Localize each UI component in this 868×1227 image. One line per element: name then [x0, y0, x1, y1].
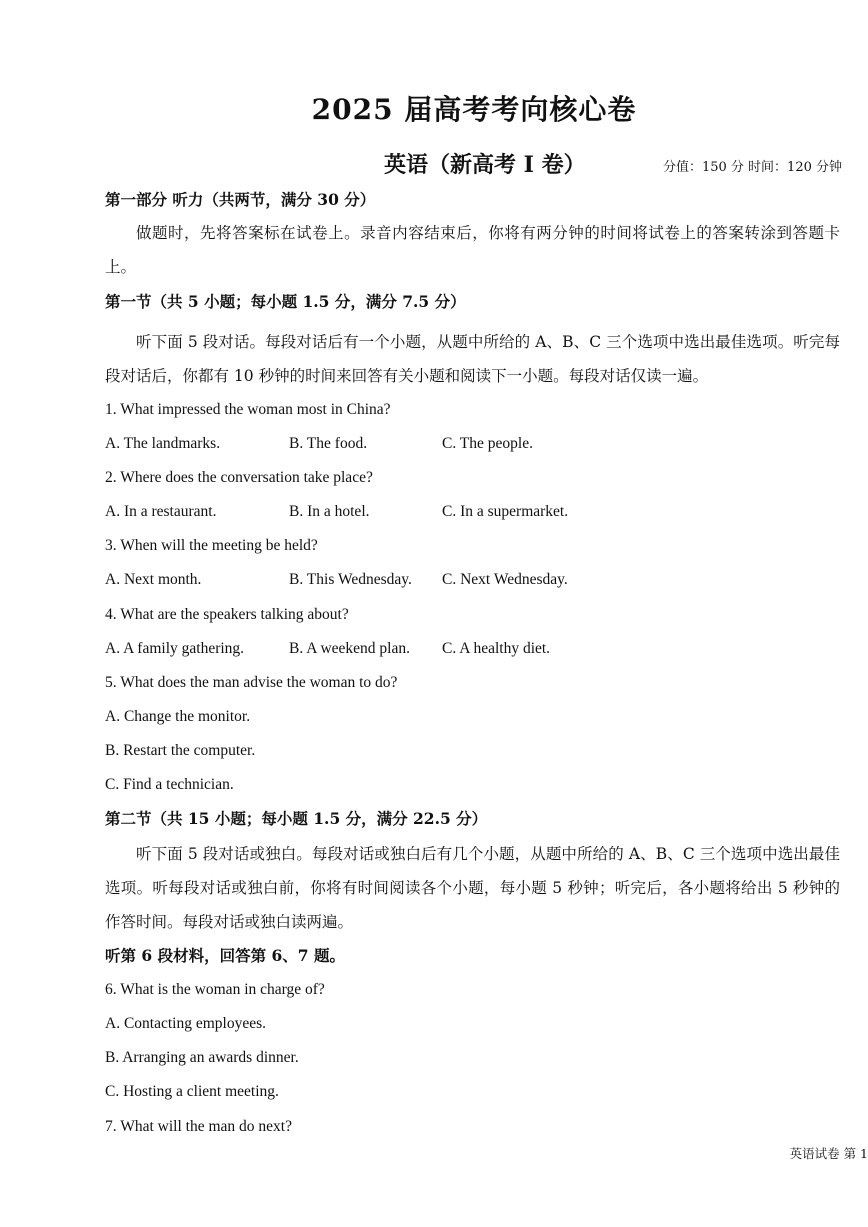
section2-instructions: 听下面 5 段对话或独白。每段对话或独白后有几个小题，从题中所给的 A、B、C 三个选项中选出最佳选项。听每段对话或独白前，你将有时间阅读各个小题，每小题 5 秒钟；听完后，各小题将给出 5 秒钟的作答时间。每段对话或独白读两遍。: [105, 845, 840, 931]
question-stem: 3. When will the meeting be held?: [105, 537, 318, 554]
option-c: C. In a supermarket.: [442, 503, 569, 520]
option-b: B. A weekend plan.: [289, 640, 410, 657]
question-stem: 4. What are the speakers talking about?: [105, 606, 349, 623]
option-c: C. Next Wednesday.: [442, 571, 568, 588]
option-c: C. The people.: [442, 435, 533, 452]
question-stem: 2. Where does the conversation take place?: [105, 469, 373, 486]
option-b: B. The food.: [289, 435, 368, 452]
option-a: A. In a restaurant.: [105, 503, 217, 520]
question-stem: 6. What is the woman in charge of?: [105, 981, 325, 998]
option-a: A. Next month.: [105, 571, 202, 588]
part1-heading: 第一部分 听力（共两节，满分 30 分）: [105, 190, 376, 209]
option-a: A. A family gathering.: [105, 640, 245, 657]
section2-heading: 第二节（共 15 小题；每小题 1.5 分，满分 22.5 分）: [105, 809, 488, 828]
score-time-info: 分值：150 分 时间：120 分钟: [662, 160, 842, 175]
question-stem: 5. What does the man advise the woman to do?: [105, 674, 398, 691]
section1-instructions: 听下面 5 段对话。每段对话后有一个小题，从题中所给的 A、B、C 三个选项中选出最佳选项。听完每段对话后，你都有 10 秒钟的时间来回答有关小题和阅读下一小题。每段对话仅读一遍。: [105, 333, 840, 385]
option-a: A. Change the monitor.: [105, 708, 251, 725]
option-b: B. Restart the computer.: [105, 742, 256, 759]
part1-instructions: 做题时，先将答案标在试卷上。录音内容结束后，你将有两分钟的时间将试卷上的答案转涂到答题卡上。: [105, 224, 840, 276]
question-stem: 7. What will the man do next?: [105, 1118, 292, 1135]
option-c: C. Find a technician.: [105, 776, 234, 793]
exam-subtitle: 英语（新高考 I 卷）: [384, 152, 586, 178]
option-b: B. This Wednesday.: [289, 571, 412, 588]
option-c: C. A healthy diet.: [442, 640, 551, 657]
option-b: B. Arranging an awards dinner.: [105, 1049, 299, 1066]
option-b: B. In a hotel.: [289, 503, 370, 520]
option-a: A. Contacting employees.: [105, 1015, 266, 1032]
exam-title: 2025 届高考考向核心卷: [311, 93, 637, 126]
material-heading: 听第 6 段材料，回答第 6、7 题。: [105, 946, 345, 965]
section1-heading: 第一节（共 5 小题；每小题 1.5 分，满分 7.5 分）: [105, 292, 466, 311]
option-a: A. The landmarks.: [105, 435, 221, 452]
option-c: C. Hosting a client meeting.: [105, 1083, 279, 1100]
question-stem: 1. What impressed the woman most in China?: [105, 401, 391, 418]
page-footer: 英语试卷 第 1: [789, 1146, 868, 1161]
